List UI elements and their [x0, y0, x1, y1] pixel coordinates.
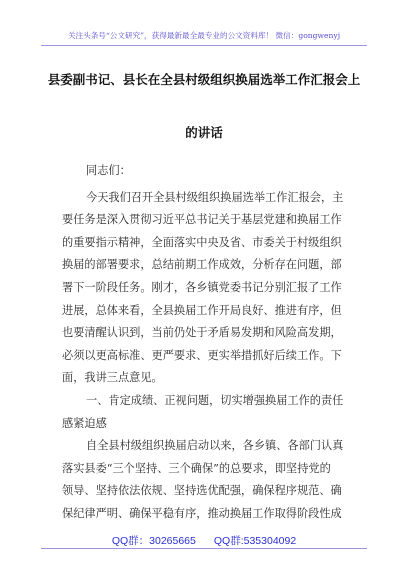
qq-group-1: QQ群：30265665 [111, 535, 196, 547]
body-line: 的重要指示精神，全面落实中央及省、市委关于村级组织 [62, 235, 342, 249]
promo-header: 关注头条号“公文研究”，获得最新最全最专业的公文资料库！ 微信：gongwenyj [67, 31, 341, 40]
body-line: 落实县委“三个坚持、三个确保”的总要求，即坚持党的 [62, 461, 331, 475]
footer-divider [41, 548, 367, 549]
body-line: 署下一阶段任务。刚才，各乡镇党委书记分别汇报了工作 [62, 280, 342, 294]
header-divider [41, 45, 367, 46]
body-line: 也要清醒认识到，当前仍处于矛盾易发期和风险高发期， [62, 326, 342, 340]
body-line: 保纪律严明、确保平稳有序，推动换届工作取得阶段性成 [62, 506, 342, 520]
document-title-line-2: 的讲话 [185, 125, 223, 140]
body-line: 领导、坚持依法依规、坚持选优配强，确保程序规范、确 [62, 484, 342, 498]
contact-footer [0, 533, 408, 548]
document-body [62, 160, 356, 526]
body-line: 必须以更高标准、更严要求、更实举措抓好后续工作。下 [62, 348, 342, 362]
document-title-line-1: 县委副书记、县长在全县村级组织换届选举工作汇报会上 [47, 72, 361, 87]
body-line: 进展，总体来看，全县换届工作开局良好、推进有序，但 [62, 303, 342, 317]
qq-group-2: QQ群:535304092 [213, 535, 297, 547]
body-line: 今天我们召开全县村级组织换届选举工作汇报会，主 [86, 190, 344, 204]
section-heading-line: 一、肯定成绩、正视问题，切实增强换届工作的责任 [86, 393, 344, 407]
section-heading-line: 感紧迫感 [62, 416, 107, 430]
body-line: 自全县村级组织换届启动以来，各乡镇、各部门认真 [86, 439, 344, 453]
body-line: 要任务是深入贯彻习近平总书记关于基层党建和换届工作 [62, 213, 342, 227]
greeting: 同志们： [86, 164, 131, 177]
body-line: 换届的部署要求，总结前期工作成效，分析存在问题，部 [62, 258, 342, 272]
body-line: 面，我讲三点意见。 [62, 371, 163, 385]
